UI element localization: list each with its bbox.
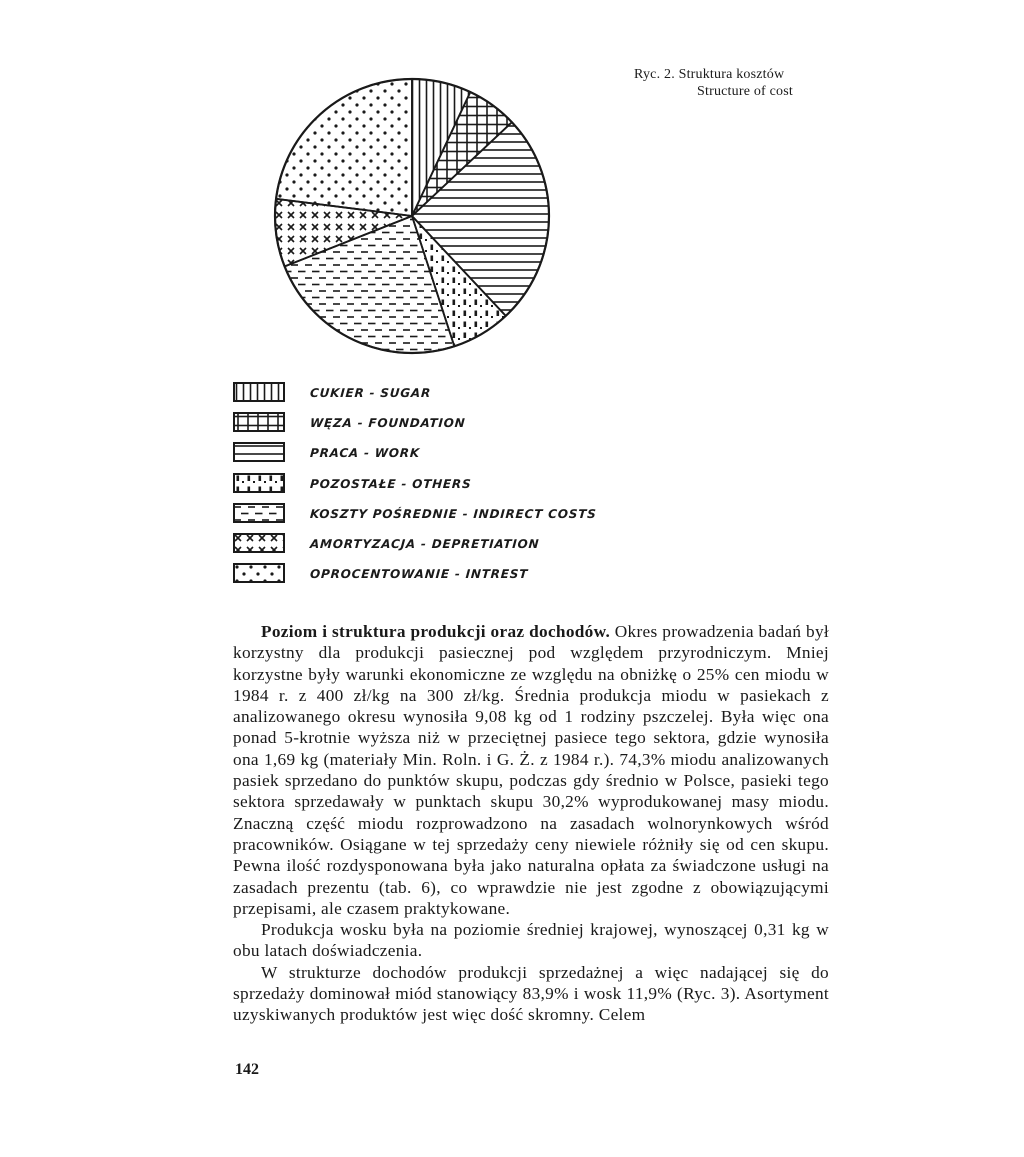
legend-label: KOSZTY POŚREDNIE - INDIRECT COSTS: [309, 507, 598, 521]
body-text: [233, 621, 829, 1026]
legend-label: POZOSTAŁE - OTHERS: [309, 477, 472, 491]
legend-label: AMORTYZACJA - DEPRETIATION: [309, 537, 540, 551]
legend-label: OPROCENTOWANIE - INTREST: [309, 567, 529, 581]
grid-swatch-icon: [233, 412, 285, 432]
legend-label: PRACA - WORK: [309, 446, 421, 460]
dashes-swatch-icon: [233, 503, 285, 523]
page-number: 142: [235, 1061, 259, 1078]
crosses-swatch-icon: [233, 533, 285, 553]
caption-polish: Ryc. 2. Struktura kosztów: [634, 67, 785, 82]
legend-label: CUKIER - SUGAR: [309, 386, 432, 400]
paragraph-income-structure: W strukturze dochodów produkcji sprzedażnej a więc nadającej się do sprzedaży dominował miód stanowiący 83,9% i wosk 11,9% (Ryc. 3). Asortyment uzyskiwanych produktów jest więc dość skromny. Celem: [233, 962, 829, 1025]
section-heading: Poziom i struktura produkcji oraz dochodów.: [261, 622, 611, 641]
horizontal-lines-swatch-icon: [233, 442, 285, 462]
dots-swatch-icon: [233, 473, 285, 493]
paragraph-production: [233, 621, 829, 919]
sparse-dots-swatch-icon: [233, 563, 285, 583]
paragraph-wax: Produkcja wosku była na poziomie średniej krajowej, wynoszącej 0,31 kg w obu latach doświadczenia.: [233, 920, 829, 961]
cost-structure-pie-chart: [262, 66, 562, 366]
vertical-lines-swatch-icon: [233, 382, 285, 402]
pie-slice-sparse-dots: [276, 79, 412, 216]
paragraph-body: Okres prowadzenia badań był korzystny dla produkcji pasiecznej pod względem przyrodniczym. Mniej korzystne były warunki ekonomiczne ze względu na obniżkę o 25% cen miodu w 1984 r. z 400 zł/kg na 300 zł/kg. Średnia produkcja miodu w pasiekach z analizowanego okresu wynosiła 9,08 kg od 1 rodziny pszczelej. Była więc ona ponad 5-krotnie wyższa niż w przeciętnej pasiece tego sektora, gdzie wynosiła ona 1,69 kg (materiały Min. Roln. i G. Ż. z 1984 r.). 74,3% miodu analizowanych pasiek sprzedano do punktów skupu, podczas gdy średnio w Polsce, pasieki tego sektora sprzedawały w punktach skupu 30,2% wyprodukowanej masy miodu. Znaczną część miodu rozprowadzono na zasadach wolnorynkowych wśród pracowników. Osiągane w tej sprzedaży ceny niewiele różniły się od cen skupu. Pewna ilość rozdysponowana była jako naturalna opłata za świadczone usługi na zasadach prezentu (tab. 6), co wprawdzie nie jest zgodne z obowiązującymi przepisami, ale czasem praktykowane.: [233, 622, 829, 918]
legend-label: WĘZA - FOUNDATION: [309, 416, 467, 430]
caption-english: Structure of cost: [697, 84, 793, 99]
figure-caption: [634, 66, 793, 100]
